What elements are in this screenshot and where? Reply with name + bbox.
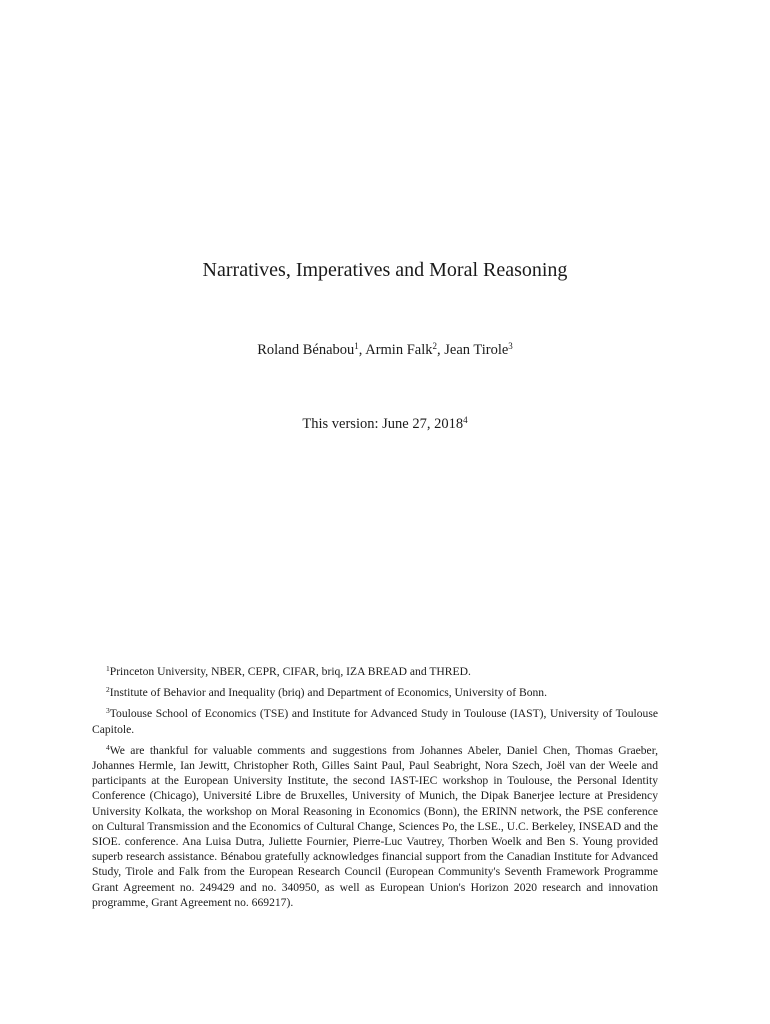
author-list [0, 340, 770, 360]
author-affiliation-mark: 2 [432, 341, 437, 351]
footnote [92, 664, 658, 679]
footnote [92, 743, 658, 910]
footnote-mark: 4 [106, 742, 110, 752]
author-affiliation-mark: 3 [508, 341, 513, 351]
footnote-text: Princeton University, NBER, CEPR, CIFAR, briq, IZA BREAD and THRED. [109, 665, 471, 678]
version-date [0, 414, 770, 434]
author-name: Roland Bénabou [257, 342, 355, 358]
author-separator: , [436, 342, 445, 358]
paper-title: Narratives, Imperatives and Moral Reasoning [202, 259, 568, 281]
version-footnote-mark: 4 [463, 415, 468, 425]
author-affiliation-mark: 1 [354, 341, 359, 351]
footnote-mark: 3 [106, 706, 110, 716]
footnote-text: We are thankful for valuable comments and suggestions from Johannes Abeler, Daniel Chen, Thomas Graeber, Johannes Hermle, Ian Jewitt, Christopher Roth, Gilles Saint Paul, Paul Seabright, Nora Szech, Joël van der Weele and participants at the European University Institute, the second IAST-IEC workshop in Toulouse, the Personal Identity Conference (Chicago), Université Libre de Bruxelles, University of Munich, the Dipak Banerjee lecture at Presidency University Kolkata, the workshop on Moral Reasoning in Economics (Bonn), the ERINN network, the PSE conference on Cultural Transmission and the Economics of Cultural Change, Sciences Po, the LSE., U.C. Berkeley, INSEAD and the SIOE. conference. Ana Luisa Dutra, Juliette Fournier, Pierre-Luc Vautrey, Thorben Woelk and Ben S. Young provided superb research assistance. Bénabou gratefully acknowledges financial support from the Canadian Institute for Advanced Study, Tirole and Falk from the European Research Council (European Community's Seventh Framework Programme Grant Agreement no. 249429 and no. 340950, as well as European Union's Horizon 2020 research and innovation programme, Grant Agreement no. 669217). [92, 743, 658, 909]
footnote-text: Institute of Behavior and Inequality (briq) and Department of Economics, University of Bonn. [109, 686, 547, 700]
author-name: Jean Tirole [444, 342, 509, 358]
version-text: This version: June 27, 2018 [302, 416, 464, 432]
footnotes [92, 664, 658, 916]
footnote-text: Toulouse School of Economics (TSE) and Institute for Advanced Study in Toulouse (IAST), University of Toulouse Capitole. [92, 707, 658, 736]
footnote-mark: 1 [106, 664, 110, 673]
author-separator: , [358, 342, 366, 358]
footnote [92, 706, 658, 736]
author-name: Armin Falk [365, 342, 433, 358]
footnote [92, 685, 658, 700]
footnote-mark: 2 [106, 685, 110, 695]
